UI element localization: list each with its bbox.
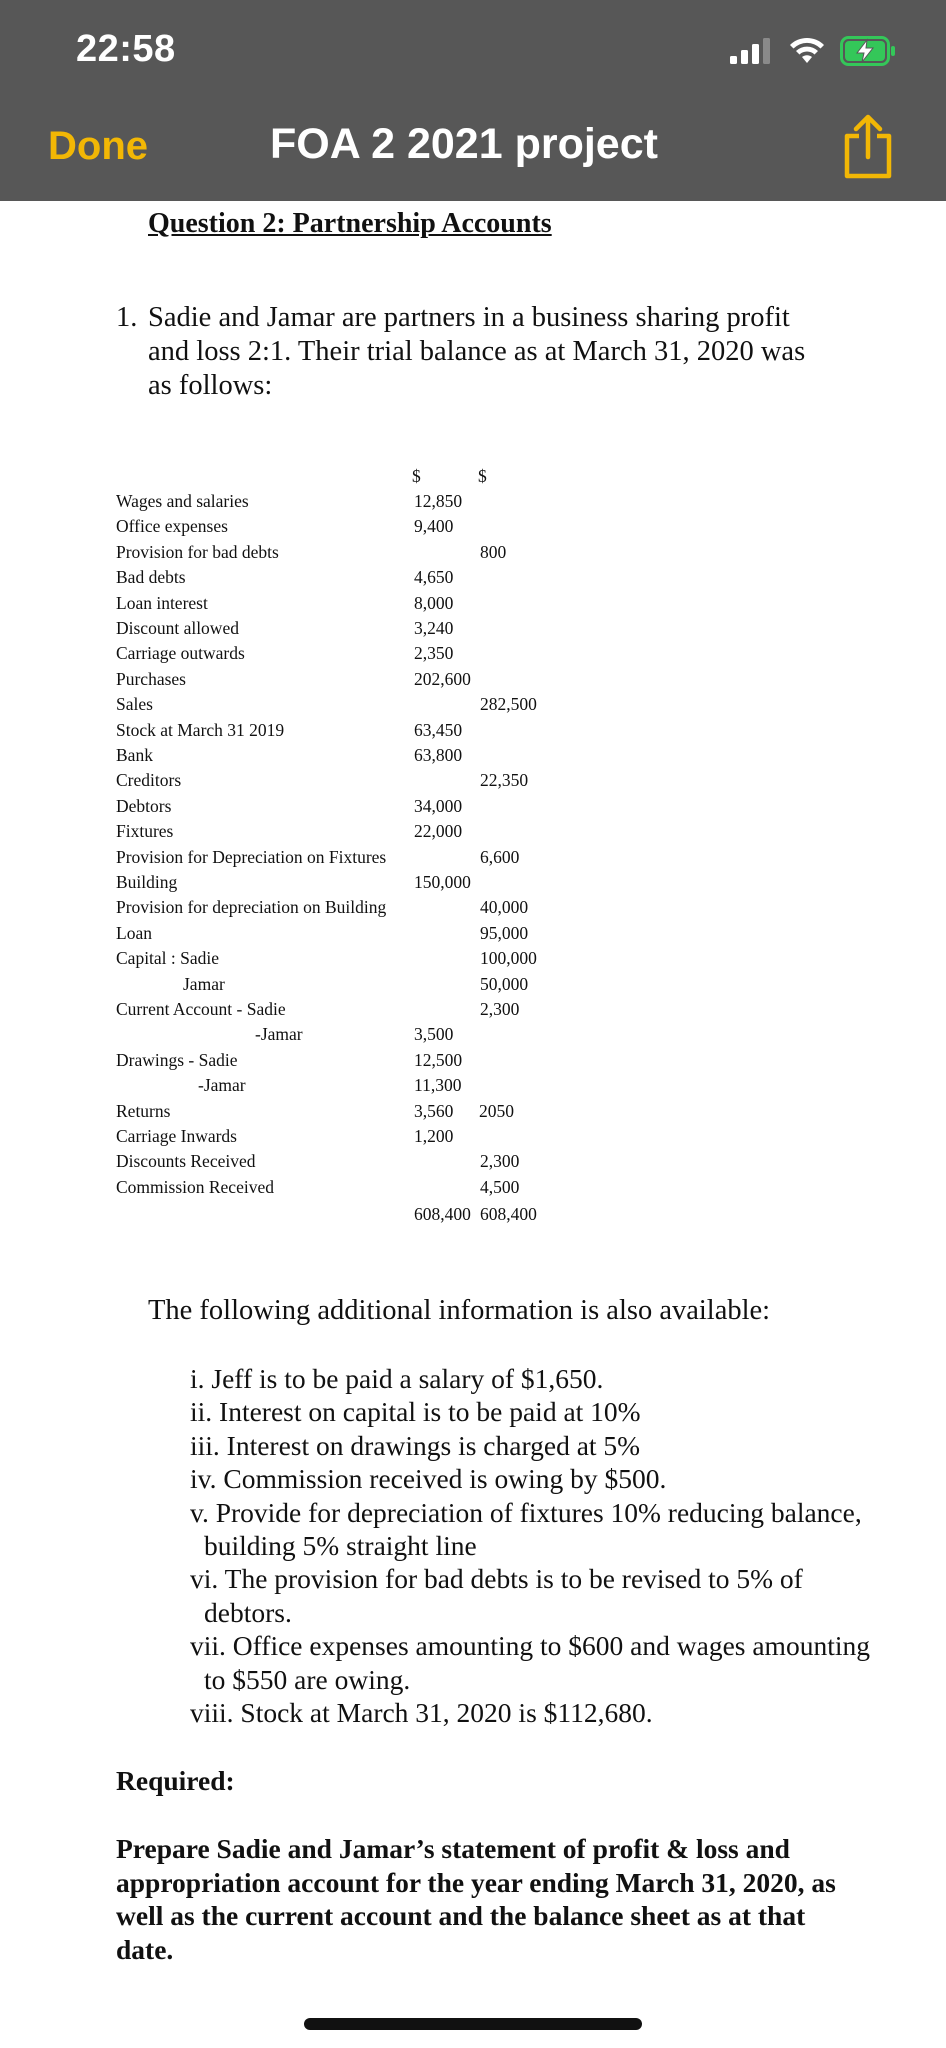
row-credit: 95,000 xyxy=(480,922,529,943)
row-debit: 3,560 xyxy=(414,1100,454,1121)
row-label: -Jamar xyxy=(198,1075,246,1096)
list-item: v. Provide for depreciation of fixtures 10% reducing balance, building 5% straight line xyxy=(190,1496,862,1562)
row-label: Sales xyxy=(116,694,153,715)
question-text: Sadie and Jamar are partners in a business sharing profit and loss 2:1. Their trial balance as at March 31, 2020 was as follows: xyxy=(148,302,806,401)
row-label: Discount allowed xyxy=(116,618,239,638)
question-1 xyxy=(116,301,836,403)
row-label: Returns xyxy=(116,1100,171,1121)
row-debit: 22,000 xyxy=(414,821,463,842)
list-item: iv. Commission received is owing by $500. xyxy=(190,1463,667,1495)
row-debit: 3,500 xyxy=(414,1024,454,1045)
row-credit: 2,300 xyxy=(480,999,520,1019)
row-label: Commission Received xyxy=(116,1176,274,1197)
row-label: Carriage Inwards xyxy=(116,1126,237,1146)
row-credit: 100,000 xyxy=(480,948,537,969)
required-heading: Required: xyxy=(116,1765,235,1796)
row-debit: 63,450 xyxy=(414,719,463,740)
top-bar xyxy=(0,0,946,201)
row-debit: 2,350 xyxy=(414,643,454,664)
list-item: viii. Stock at March 31, 2020 is $112,680. xyxy=(190,1697,653,1729)
total-dr: 608,400 xyxy=(414,1204,471,1224)
row-label: Jamar xyxy=(183,973,225,994)
row-label: Stock at March 31 2019 xyxy=(116,719,285,740)
row-credit: 282,500 xyxy=(480,694,537,715)
row-debit: 12,500 xyxy=(414,1049,463,1070)
wifi-icon xyxy=(788,37,826,65)
list-item: ii. Interest on capital is to be paid at 10% xyxy=(190,1396,641,1428)
row-label: Provision for Depreciation on Fixtures xyxy=(116,846,387,867)
cellular-signal-icon xyxy=(730,38,774,64)
question-number: 1. xyxy=(116,302,138,333)
row-label: Bad debts xyxy=(116,567,186,588)
row-debit: 63,800 xyxy=(414,745,463,765)
row-debit: 11,300 xyxy=(414,1075,462,1096)
row-debit: 202,600 xyxy=(414,668,471,689)
row-label: Current Account - Sadie xyxy=(116,999,286,1019)
row-credit: 6,600 xyxy=(480,846,520,867)
list-item: vi. The provision for bad debts is to be revised to 5% of debtors. xyxy=(190,1563,803,1628)
list-item: iii. Interest on drawings is charged at 5% xyxy=(190,1429,641,1461)
row-debit: 150,000 xyxy=(414,872,471,892)
additional-info-list xyxy=(190,1362,870,1729)
row-label: Loan xyxy=(116,922,152,943)
row-credit: 40,000 xyxy=(480,897,529,918)
row-label: Loan interest xyxy=(116,592,208,613)
total-cr: 608,400 xyxy=(480,1204,537,1224)
row-label: Bank xyxy=(116,745,153,765)
dr-currency-header: $ xyxy=(412,466,421,486)
row-credit: 2,300 xyxy=(480,1151,520,1172)
row-credit: 22,350 xyxy=(480,770,529,791)
row-label: Discounts Received xyxy=(116,1151,256,1172)
row-label: Office expenses xyxy=(116,516,228,537)
row-debit: 9,400 xyxy=(414,516,454,537)
done-button[interactable]: Done xyxy=(48,124,148,168)
row-label: Purchases xyxy=(116,668,186,689)
row-label: Debtors xyxy=(116,795,172,816)
document-title: FOA 2 2021 project xyxy=(270,120,658,168)
row-debit: 8,000 xyxy=(414,592,454,613)
row-credit: 800 xyxy=(480,541,507,562)
row-debit: 12,850 xyxy=(414,491,463,511)
row-credit: 2050 xyxy=(479,1100,514,1121)
status-icons xyxy=(730,34,896,68)
row-label: Creditors xyxy=(116,770,182,791)
home-indicator[interactable] xyxy=(304,2018,642,2030)
required-text: Prepare Sadie and Jamar’s statement of profit & loss and appropriation account for the year ending March 31, 2020, as well as the current account and the balance sheet as at that date. xyxy=(116,1833,836,1965)
row-debit: 1,200 xyxy=(414,1126,454,1146)
row-debit: 3,240 xyxy=(414,618,454,638)
question-heading: Question 2: Partnership Accounts xyxy=(148,208,552,239)
row-credit: 4,500 xyxy=(480,1176,520,1197)
row-credit: 50,000 xyxy=(480,973,529,994)
row-label: -Jamar xyxy=(255,1024,303,1045)
row-label: Carriage outwards xyxy=(116,643,245,664)
list-item: i. Jeff is to be paid a salary of $1,650. xyxy=(190,1363,604,1394)
row-label: Building xyxy=(116,872,178,892)
status-time: 22:58 xyxy=(76,28,176,70)
row-label: Wages and salaries xyxy=(116,491,249,511)
battery-charging-icon xyxy=(840,36,896,66)
row-label: Fixtures xyxy=(116,821,174,842)
additional-info-heading: The following additional information is also available: xyxy=(148,1295,771,1326)
list-item: vii. Office expenses amounting to $600 and wages amounting to $550 are owing. xyxy=(190,1630,870,1695)
row-label: Provision for bad debts xyxy=(116,541,279,562)
row-label: Provision for depreciation on Building xyxy=(116,897,387,918)
row-label: Capital : Sadie xyxy=(116,948,220,969)
row-label: Drawings - Sadie xyxy=(116,1049,238,1070)
cr-currency-header: $ xyxy=(478,466,487,486)
share-icon[interactable] xyxy=(840,114,896,180)
row-debit: 4,650 xyxy=(414,567,454,588)
row-debit: 34,000 xyxy=(414,795,463,816)
